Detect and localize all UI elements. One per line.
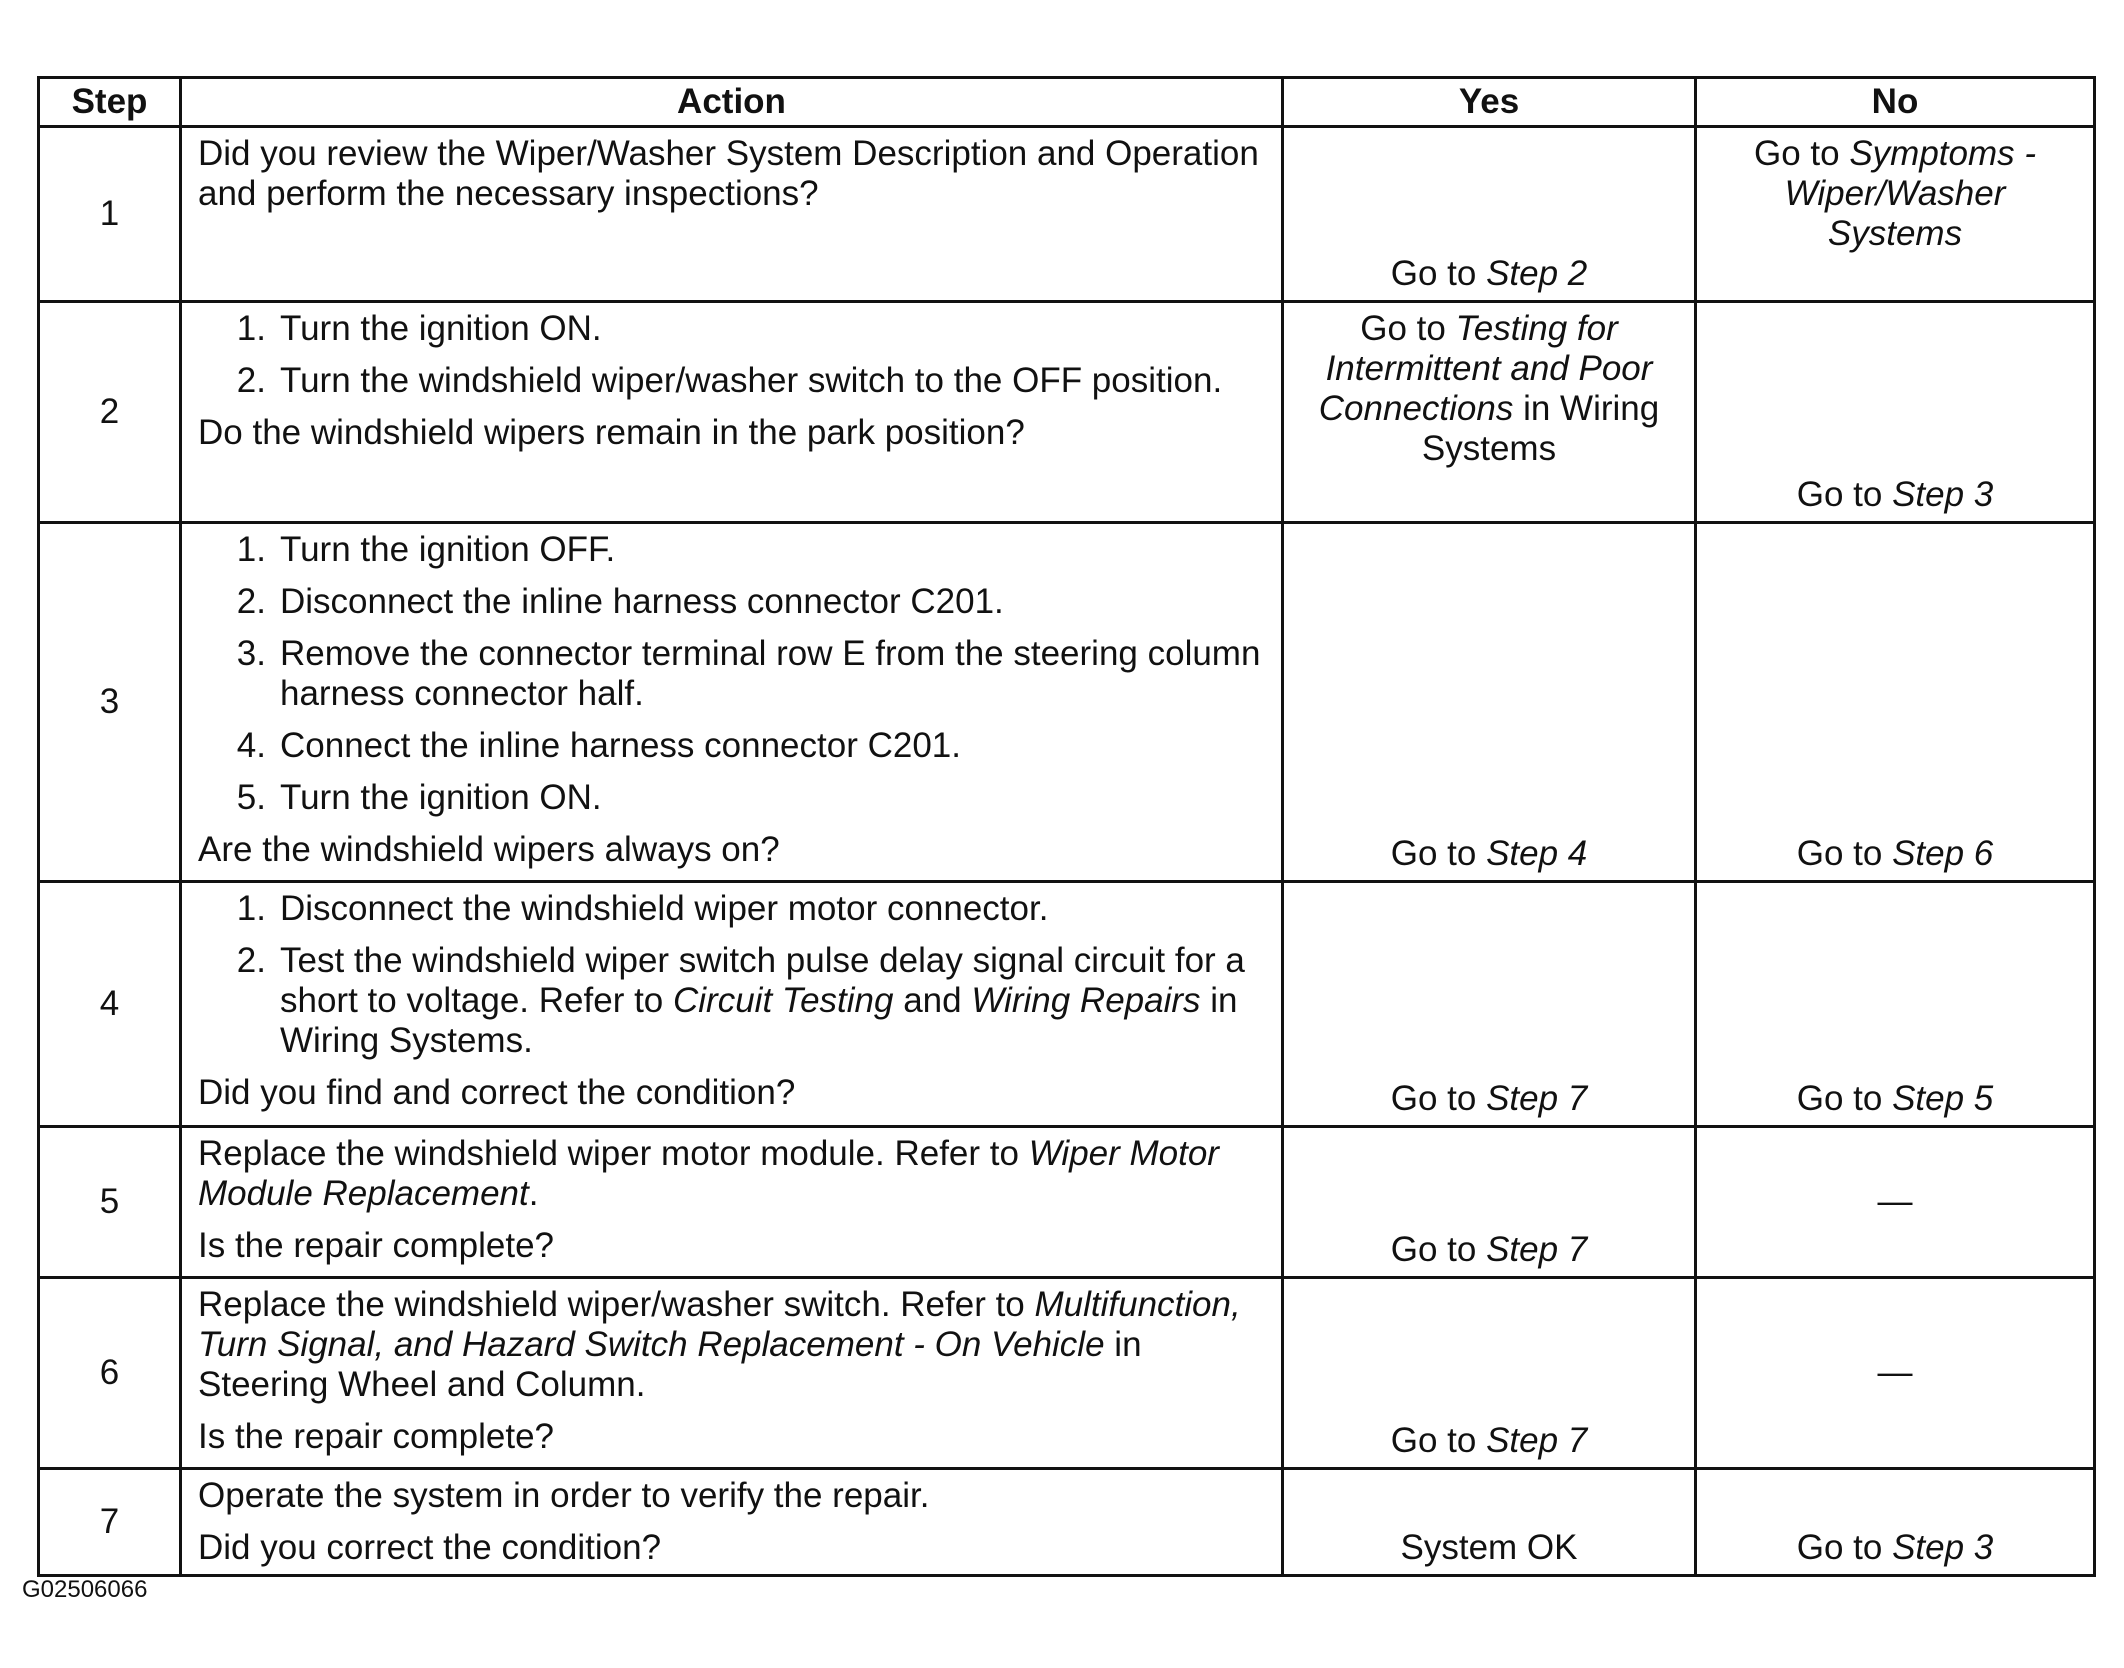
wiring-repairs-link[interactable]: Wiring Repairs <box>971 981 1201 1020</box>
yes-link[interactable]: Step 7 <box>1486 1079 1588 1118</box>
step-number: 6 <box>39 1278 181 1469</box>
no-result: Go to Symptoms - Wiper/Washer Systems <box>1753 134 2037 253</box>
yes-cell <box>1283 1127 1696 1278</box>
instruction-text: Replace the windshield wiper/washer switch. Refer to Multifunction, Turn Signal, and Hazard Switch Replacement - On Vehicle in Steering Wheel and Column. <box>198 1285 1241 1404</box>
no-link[interactable]: Step 6 <box>1892 834 1994 873</box>
yes-cell <box>1283 1469 1696 1576</box>
question-text: Are the windshield wipers always on? <box>198 830 780 869</box>
yes-cell <box>1283 1278 1696 1469</box>
question-text: Did you review the Wiper/Washer System Description and Operation and perform the necessary inspections? <box>198 134 1259 213</box>
yes-link[interactable]: Step 2 <box>1486 254 1588 293</box>
no-result-dash: — <box>1877 1182 1913 1221</box>
yes-result: Go to Step 7 <box>1390 1230 1588 1269</box>
no-link[interactable]: Step 3 <box>1892 475 1994 514</box>
wiper-motor-module-replacement-link[interactable]: Wiper Motor Module Replacement <box>198 1134 1219 1213</box>
table-row-step-3 <box>39 523 2095 882</box>
header-step: Step <box>39 78 181 127</box>
action-cell <box>181 523 1283 882</box>
step-number: 7 <box>39 1469 181 1576</box>
yes-result: Go to Step 2 <box>1390 254 1588 293</box>
no-result: Go to Step 3 <box>1796 1528 1994 1567</box>
table-row-step-2 <box>39 302 2095 523</box>
no-cell <box>1696 1469 2095 1576</box>
step-number: 1 <box>39 127 181 302</box>
substep-list <box>198 530 1271 818</box>
yes-link[interactable]: Step 7 <box>1486 1230 1588 1269</box>
yes-cell <box>1283 882 1696 1127</box>
no-cell <box>1696 302 2095 523</box>
question-text: Do the windshield wipers remain in the park position? <box>198 413 1025 452</box>
header-yes: Yes <box>1283 78 1696 127</box>
yes-result: Go to Testing for Intermittent and Poor Connections in Wiring Systems <box>1318 309 1660 468</box>
action-cell <box>181 1469 1283 1576</box>
no-cell <box>1696 523 2095 882</box>
table-header-row <box>39 78 2095 127</box>
action-cell <box>181 882 1283 1127</box>
yes-link[interactable]: Testing for Intermittent and Poor Connections <box>1318 309 1653 428</box>
list-item: 4. Connect the inline harness connector C201. <box>236 726 961 765</box>
yes-result: System OK <box>1400 1528 1578 1567</box>
list-item: 3. Remove the connector terminal row E from the steering column harness connector half. <box>236 634 1261 713</box>
list-item: 1. Turn the ignition ON. <box>236 309 602 348</box>
no-cell <box>1696 127 2095 302</box>
list-item: 2. Disconnect the inline harness connector C201. <box>236 582 1004 621</box>
circuit-testing-link[interactable]: Circuit Testing <box>673 981 894 1020</box>
yes-link[interactable]: Step 4 <box>1486 834 1588 873</box>
diagnostic-table <box>37 76 2096 1577</box>
action-cell <box>181 302 1283 523</box>
step-number: 3 <box>39 523 181 882</box>
question-text: Is the repair complete? <box>198 1417 555 1456</box>
no-link[interactable]: Symptoms - Wiper/Washer Systems <box>1784 134 2037 253</box>
substep-list <box>198 889 1271 1061</box>
no-link[interactable]: Step 5 <box>1892 1079 1994 1118</box>
no-cell <box>1696 882 2095 1127</box>
yes-result: Go to Step 7 <box>1390 1421 1588 1460</box>
substep-list <box>198 309 1271 401</box>
header-action: Action <box>181 78 1283 127</box>
table-row-step-1 <box>39 127 2095 302</box>
yes-link[interactable]: Step 7 <box>1486 1421 1588 1460</box>
no-cell <box>1696 1127 2095 1278</box>
list-item: 1. Turn the ignition OFF. <box>236 530 616 569</box>
no-result: Go to Step 6 <box>1796 834 1994 873</box>
no-result-dash: — <box>1877 1353 1913 1392</box>
question-text: Did you correct the condition? <box>198 1528 662 1567</box>
yes-cell <box>1283 127 1696 302</box>
action-cell <box>181 1127 1283 1278</box>
table-row-step-6 <box>39 1278 2095 1469</box>
action-cell <box>181 1278 1283 1469</box>
action-cell <box>181 127 1283 302</box>
step-number: 5 <box>39 1127 181 1278</box>
list-item: 1. Disconnect the windshield wiper motor connector. <box>236 889 1049 928</box>
no-link[interactable]: Step 3 <box>1892 1528 1994 1567</box>
yes-cell <box>1283 523 1696 882</box>
step-number: 4 <box>39 882 181 1127</box>
table-row-step-5 <box>39 1127 2095 1278</box>
no-cell <box>1696 1278 2095 1469</box>
table-row-step-7 <box>39 1469 2095 1576</box>
no-result: Go to Step 5 <box>1796 1079 1994 1118</box>
yes-result: Go to Step 7 <box>1390 1079 1588 1118</box>
question-text: Is the repair complete? <box>198 1226 555 1265</box>
step-number: 2 <box>39 302 181 523</box>
question-text: Did you find and correct the condition? <box>198 1073 796 1112</box>
instruction-text: Replace the windshield wiper motor module. Refer to Wiper Motor Module Replacement. <box>198 1134 1219 1213</box>
table-row-step-4 <box>39 882 2095 1127</box>
list-item: 5. Turn the ignition ON. <box>236 778 602 817</box>
instruction-text: Operate the system in order to verify the repair. <box>198 1476 930 1515</box>
list-item: 2. Test the windshield wiper switch pulse delay signal circuit for a short to voltage. Refer to Circuit Testing and Wiring Repairs in Wiring Systems. <box>236 941 1245 1060</box>
multifunction-switch-replacement-link[interactable]: Multifunction, Turn Signal, and Hazard Switch Replacement - On Vehicle <box>198 1285 1241 1364</box>
yes-cell <box>1283 302 1696 523</box>
header-no: No <box>1696 78 2095 127</box>
list-item: 2. Turn the windshield wiper/washer switch to the OFF position. <box>236 361 1223 400</box>
yes-result: Go to Step 4 <box>1390 834 1588 873</box>
figure-id-label: G02506066 <box>22 1576 148 1603</box>
no-result: Go to Step 3 <box>1796 475 1994 514</box>
